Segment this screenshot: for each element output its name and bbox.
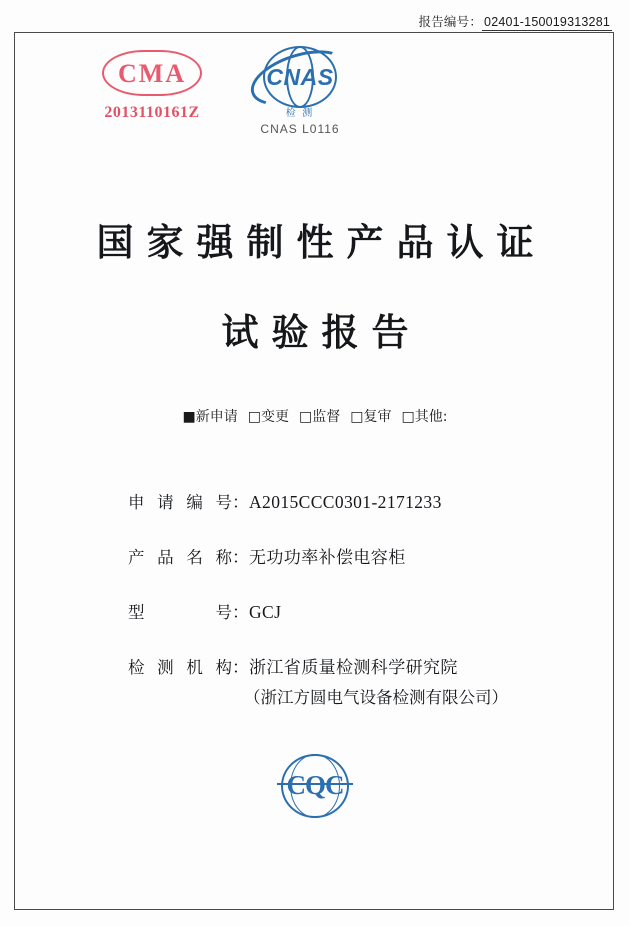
field-row	[128, 598, 548, 623]
cnas-logo-text: CNAS	[266, 64, 334, 90]
checkbox-checked-icon[interactable]: ■	[182, 409, 196, 425]
field-colon: ：	[232, 658, 249, 678]
application-type-label: 变更	[261, 409, 290, 425]
field-label: 检测机构	[128, 658, 232, 677]
cnas-accreditation-code: CNAS L0116	[260, 122, 340, 136]
checkbox-unchecked-icon[interactable]: □	[350, 409, 364, 425]
cnas-logo-subtext: 检 测	[285, 108, 315, 119]
checkbox-unchecked-icon[interactable]: □	[299, 409, 313, 425]
field-row	[128, 653, 548, 678]
cnas-mark-block	[205, 40, 395, 136]
certification-marks	[0, 50, 630, 170]
field-colon: ：	[232, 603, 249, 623]
cma-certificate-number: 2013110161Z	[104, 104, 200, 121]
field-row	[128, 488, 548, 513]
field-label: 型号	[128, 603, 232, 622]
application-type-label: 监督	[312, 409, 341, 425]
report-number-value: 02401-150019313281	[484, 15, 610, 29]
application-type-option[interactable]	[401, 409, 447, 425]
field-block	[128, 653, 548, 708]
cma-logo-text: CMA	[117, 59, 187, 88]
checkbox-unchecked-icon[interactable]: □	[401, 409, 415, 425]
field-value: 无功功率补偿电容柜	[249, 548, 406, 568]
field-block	[128, 543, 548, 568]
field-colon: ：	[232, 493, 249, 513]
field-block	[128, 598, 548, 623]
application-type-label: 新申请	[195, 409, 238, 425]
application-type-option[interactable]	[299, 409, 340, 425]
report-number-label: 报告编号：	[418, 15, 483, 29]
application-type-options	[0, 406, 630, 426]
application-type-option[interactable]	[248, 409, 289, 425]
field-value-secondary: （浙江方圆电气设备检测有限公司）	[244, 688, 508, 707]
application-type-option[interactable]	[183, 409, 238, 425]
page-title-line2: 试验报告	[221, 310, 422, 354]
application-type-label: 其他:	[414, 409, 448, 425]
report-number	[419, 12, 612, 30]
field-value: GCJ	[249, 602, 282, 622]
cqc-logo-icon	[273, 752, 357, 820]
field-colon: ：	[232, 548, 249, 568]
field-label: 申请编号	[128, 493, 232, 512]
field-value: A2015CCC0301-2171233	[249, 492, 442, 512]
page-title-line1: 国家强制性产品认证	[96, 220, 547, 264]
field-block	[128, 488, 548, 513]
application-type-label: 复审	[363, 409, 392, 425]
checkbox-unchecked-icon[interactable]: □	[247, 409, 262, 425]
cma-logo-icon	[102, 50, 202, 96]
cqc-logo-text: CQC	[286, 770, 344, 800]
cnas-logo-icon	[247, 40, 353, 118]
application-type-option[interactable]	[350, 409, 391, 425]
field-label: 产品名称	[128, 548, 232, 567]
field-list	[128, 488, 548, 738]
field-value: 浙江省质量检测科学研究院	[249, 658, 458, 678]
field-row	[128, 543, 548, 568]
